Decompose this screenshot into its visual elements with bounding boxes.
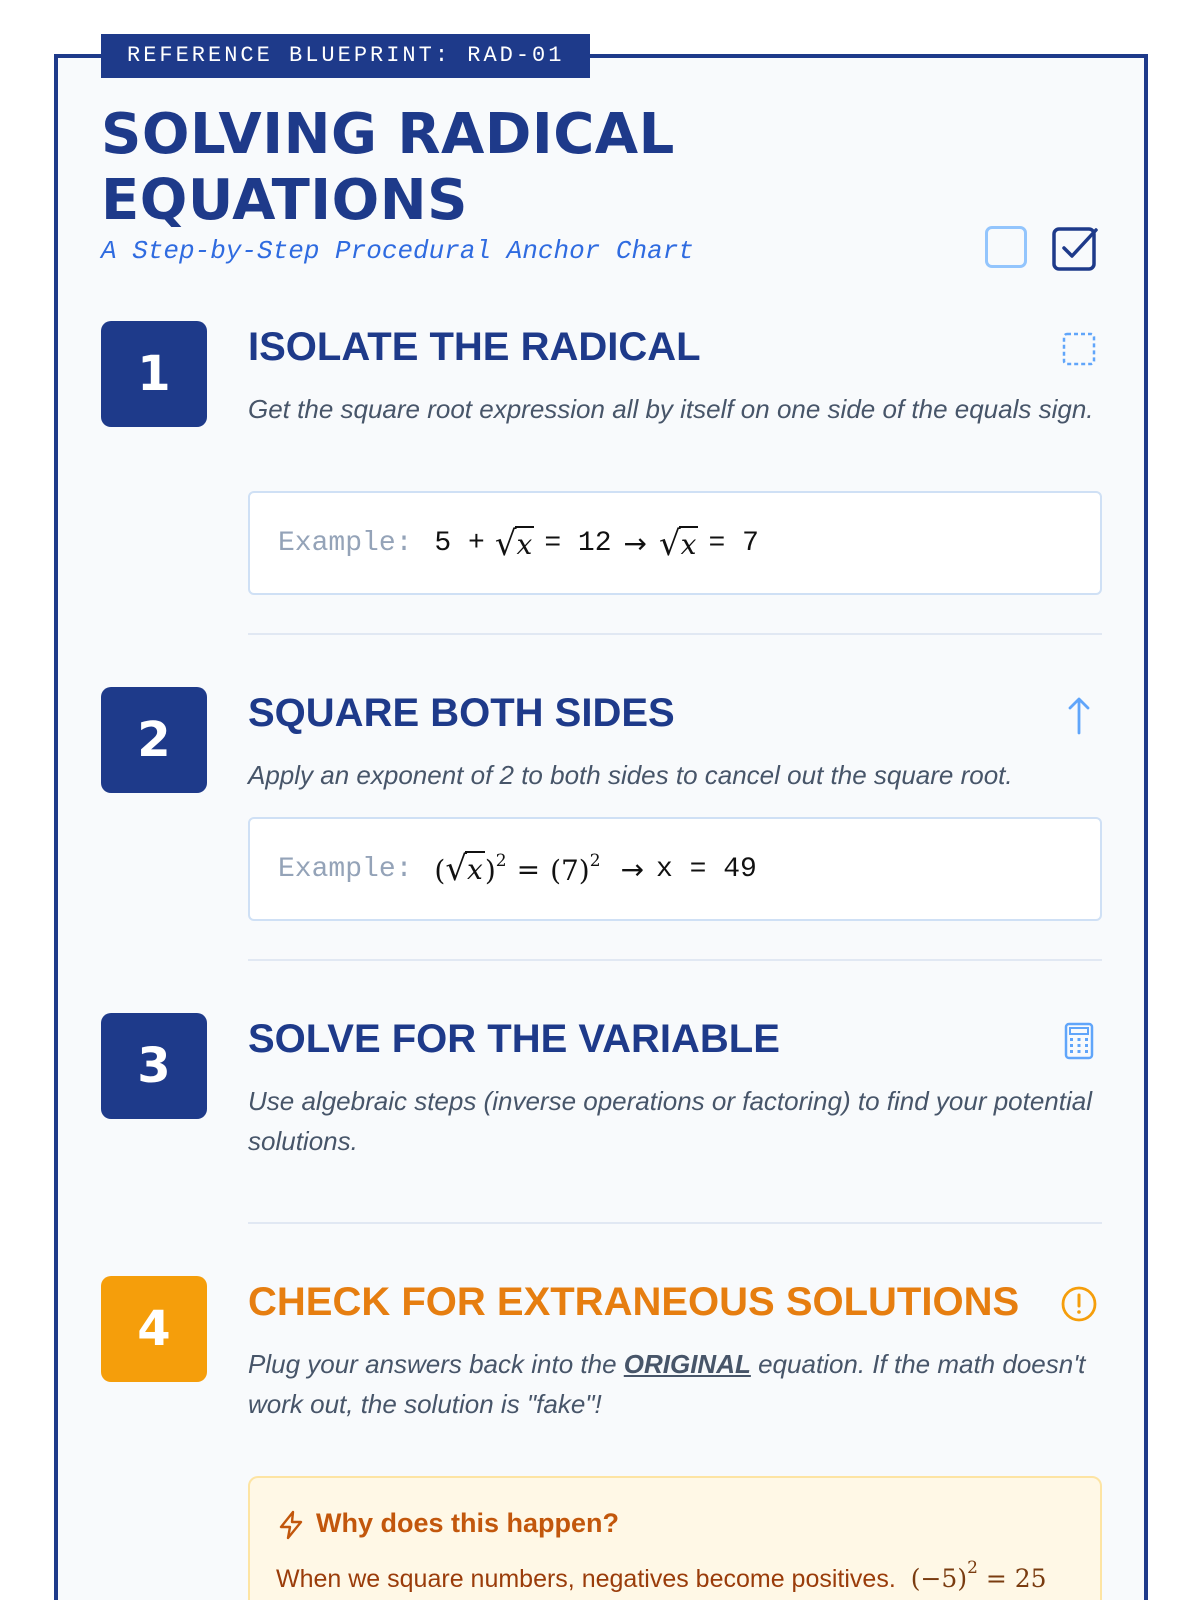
emphasis-original: ORIGINAL <box>623 1349 751 1379</box>
why-math: $(-5)^2 = 25$ <box>910 1558 1047 1593</box>
divider <box>248 1222 1102 1224</box>
page-title: SOLVING RADICAL EQUATIONS <box>101 102 675 233</box>
step-description: Use algebraic steps (inverse operations or factoring) to find your potential solutions. <box>248 1086 1092 1156</box>
step-description: Get the square root expression all by itself on one side of the equals sign. <box>248 394 1094 424</box>
checked-checkbox-icon <box>1051 224 1099 272</box>
why-title: Why does this happen? <box>316 1508 620 1538</box>
example-rhs-equals: = 7 <box>708 527 759 559</box>
radical-expression: √ x <box>659 523 697 564</box>
example-label: Example: <box>278 527 413 559</box>
example-result: x = 49 <box>656 853 757 885</box>
divider <box>248 959 1102 961</box>
arrow-right-icon: → <box>623 526 647 560</box>
radical-expression: √ x <box>494 523 533 564</box>
page-subtitle: A Step-by-Step Procedural Anchor Chart <box>101 236 694 266</box>
why-text: When we square numbers, negatives become positives. $(-5)^2 = 25$ <box>276 1558 1047 1593</box>
example-lhs-prefix: 5 + <box>434 527 485 559</box>
header-icons <box>985 224 1105 274</box>
empty-checkbox-icon <box>985 226 1027 268</box>
equals-sign: = <box>516 852 541 886</box>
example-label: Example: <box>278 853 413 885</box>
reference-tag: REFERENCE BLUEPRINT: RAD-01 <box>101 34 590 78</box>
step-number-badge: 1 <box>101 321 207 427</box>
lightning-icon <box>276 1510 306 1540</box>
squared-radical: ( √ x )$^2$ <box>434 849 507 889</box>
example-lhs-equals: = 12 <box>544 527 612 559</box>
example-box <box>248 817 1102 921</box>
step-number-badge: 2 <box>101 687 207 793</box>
step-description: Plug your answers back into the ORIGINAL equation. If the math doesn't work out, the solution is "fake"! <box>248 1349 1086 1419</box>
arrow-right-icon: → <box>620 852 645 886</box>
alert-circle-icon <box>1059 1284 1099 1324</box>
step-title: SOLVE FOR THE VARIABLE <box>248 1017 780 1061</box>
divider <box>248 633 1102 635</box>
squared-value: $(7)^2$ <box>550 851 601 887</box>
why-callout <box>248 1476 1102 1600</box>
step-number-badge: 3 <box>101 1013 207 1119</box>
step-number-badge: 4 <box>101 1276 207 1382</box>
step-title: ISOLATE THE RADICAL <box>248 325 701 369</box>
step-description: Apply an exponent of 2 to both sides to cancel out the square root. <box>248 760 1013 790</box>
arrow-up-icon <box>1059 695 1099 735</box>
example-box <box>248 491 1102 595</box>
step-title: CHECK FOR EXTRANEOUS SOLUTIONS <box>248 1280 1020 1324</box>
step-title: SQUARE BOTH SIDES <box>248 691 675 735</box>
dashed-square-icon <box>1059 329 1099 369</box>
calculator-icon <box>1059 1021 1099 1061</box>
